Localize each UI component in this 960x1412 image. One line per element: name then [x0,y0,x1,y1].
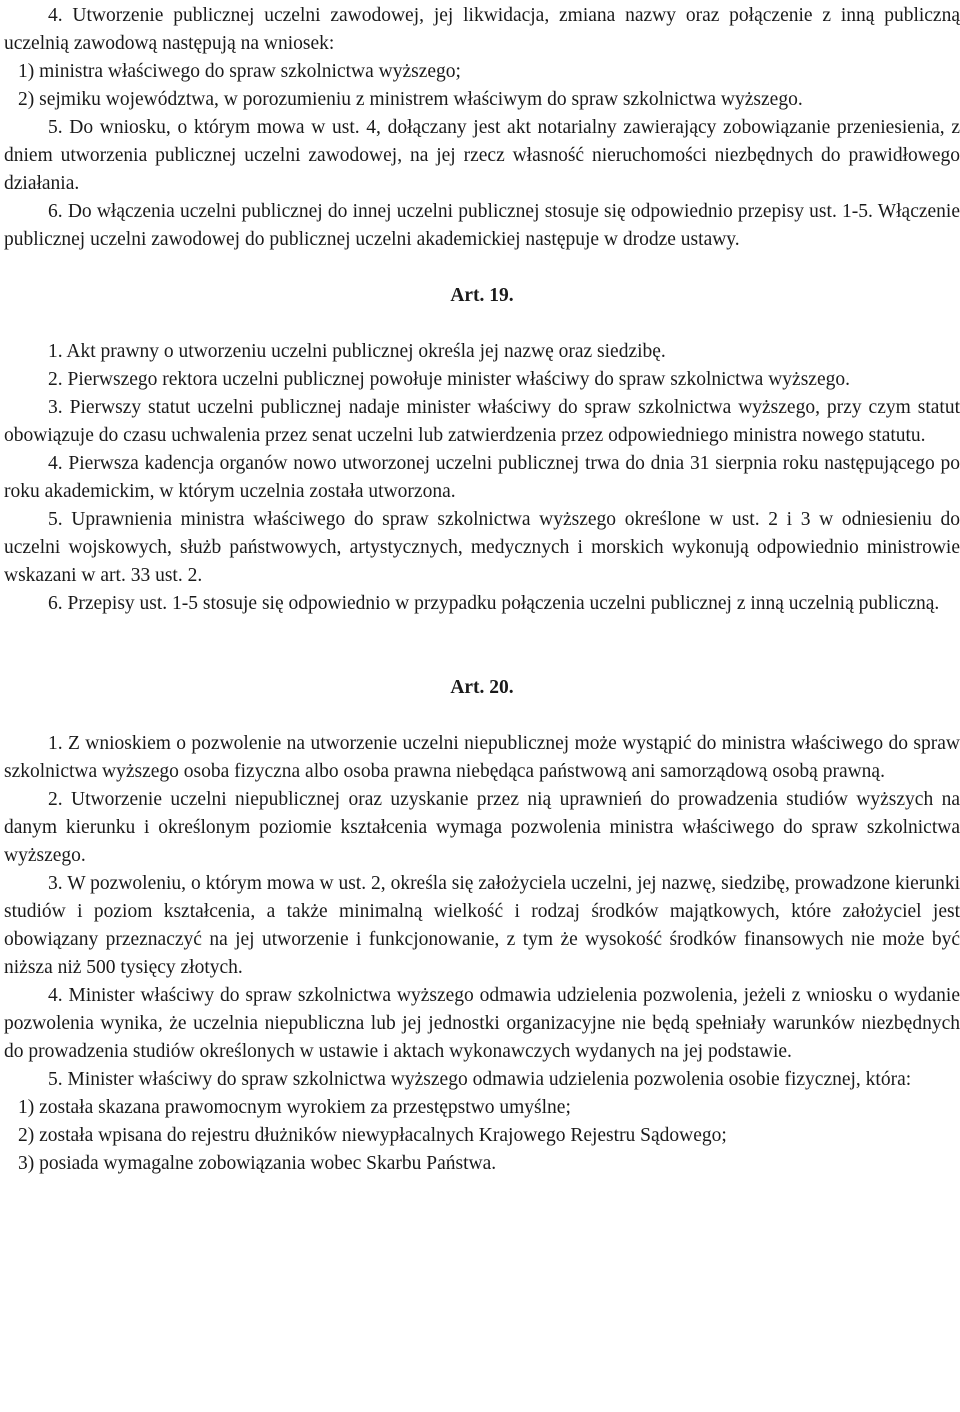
spacer [4,702,960,730]
list-item: 1) ministra właściwego do spraw szkolnictwa wyższego; [18,61,461,82]
art20-paragraph-3: 3. W pozwoleniu, o którym mowa w ust. 2, określa się założyciela uczelni, jej nazwę, siedzibę, prowadzone kierunki studiów i poziom kształcenia, a także minimalną wielkość i rodzaj środków majątkowych, które założyciel jest obowiązany przeznaczyć na jej utworzenie i funkcjonowanie, z tym że wysokość środków finansowych nie może być niższa niż 500 tysięcy złotych. [4,873,960,978]
paragraph-4: 4. Utworzenie publicznej uczelni zawodowej, jej likwidacja, zmiana nazwy oraz połączenie z inną publiczną uczelnią zawodową następują na wniosek: [4,5,960,54]
spacer [4,254,960,282]
art19-paragraph-6: 6. Przepisy ust. 1-5 stosuje się odpowiednio w przypadku połączenia uczelni publicznej z inną uczelnią publiczną. [48,593,940,614]
paragraph-6: 6. Do włączenia uczelni publicznej do innej uczelni publicznej stosuje się odpowiednio przepisy ust. 1-5. Włączenie publicznej uczelni zawodowej do publicznej uczelni akademickiej następuje w drodze ustawy. [4,201,960,250]
list-item: 2) została wpisana do rejestru dłużników niewypłacalnych Krajowego Rejestru Sądowego; [18,1125,727,1146]
art19-paragraph-4: 4. Pierwsza kadencja organów nowo utworzonej uczelni publicznej trwa do dnia 31 sierpnia roku następującego po roku akademickim, w którym uczelnia została utworzona. [4,453,960,502]
art19-paragraph-5: 5. Uprawnienia ministra właściwego do spraw szkolnictwa wyższego określone w ust. 2 i 3 w odniesieniu do uczelni wojskowych, służb państwowych, artystycznych, medycznych i morskich wykonują odpowiednio ministrowie wskazani w art. 33 ust. 2. [4,509,960,586]
list-item: 2) sejmiku województwa, w porozumieniu z ministrem właściwym do spraw szkolnictwa wyższego. [18,89,803,110]
spacer [4,618,960,674]
art19-paragraph-1: 1. Akt prawny o utworzeniu uczelni publicznej określa jej nazwę oraz siedzibę. [48,341,666,362]
art19-paragraph-2: 2. Pierwszego rektora uczelni publicznej powołuje minister właściwy do spraw szkolnictwa wyższego. [48,369,850,390]
list-item: 3) posiada wymagalne zobowiązania wobec Skarbu Państwa. [18,1153,497,1174]
art20-paragraph-5: 5. Minister właściwy do spraw szkolnictwa wyższego odmawia udzielenia pozwolenia osobie fizycznej, która: [48,1069,912,1090]
art20-paragraph-1: 1. Z wnioskiem o pozwolenie na utworzenie uczelni niepublicznej może wystąpić do ministra właściwego do spraw szkolnictwa wyższego osoba fizyczna albo osoba prawna niebędąca państwową ani samorządową osobą prawną. [4,733,960,782]
art19-paragraph-3: 3. Pierwszy statut uczelni publicznej nadaje minister właściwy do spraw szkolnictwa wyższego, przy czym statut obowiązuje do czasu uchwalenia przez senat uczelni lub zatwierdzenia przez odpowiedniego ministra nowego statutu. [4,397,960,446]
document-page [4,2,960,1178]
article-heading-19: Art. 19. [450,285,514,306]
spacer [4,310,960,338]
article-heading-20: Art. 20. [450,677,514,698]
art20-paragraph-2: 2. Utworzenie uczelni niepublicznej oraz uzyskanie przez nią uprawnień do prowadzenia studiów wyższych na danym kierunku i określonym poziomie kształcenia wymaga pozwolenia ministra właściwego do spraw szkolnictwa wyższego. [4,789,960,866]
list-item: 1) została skazana prawomocnym wyrokiem za przestępstwo umyślne; [18,1097,571,1118]
paragraph-5: 5. Do wniosku, o którym mowa w ust. 4, dołączany jest akt notarialny zawierający zobowiązanie przeniesienia, z dniem utworzenia publicznej uczelni zawodowej, na jej rzecz własność nieruchomości niezbędnych do prawidłowego działania. [4,117,960,194]
art20-paragraph-4: 4. Minister właściwy do spraw szkolnictwa wyższego odmawia udzielenia pozwolenia, jeżeli z wniosku o wydanie pozwolenia wynika, że uczelnia niepubliczna lub jej jednostki organizacyjne nie będą spełniały warunków niezbędnych do prowadzenia studiów określonych w ustawie i aktach wykonawczych wydanych na jej podstawie. [4,985,960,1062]
